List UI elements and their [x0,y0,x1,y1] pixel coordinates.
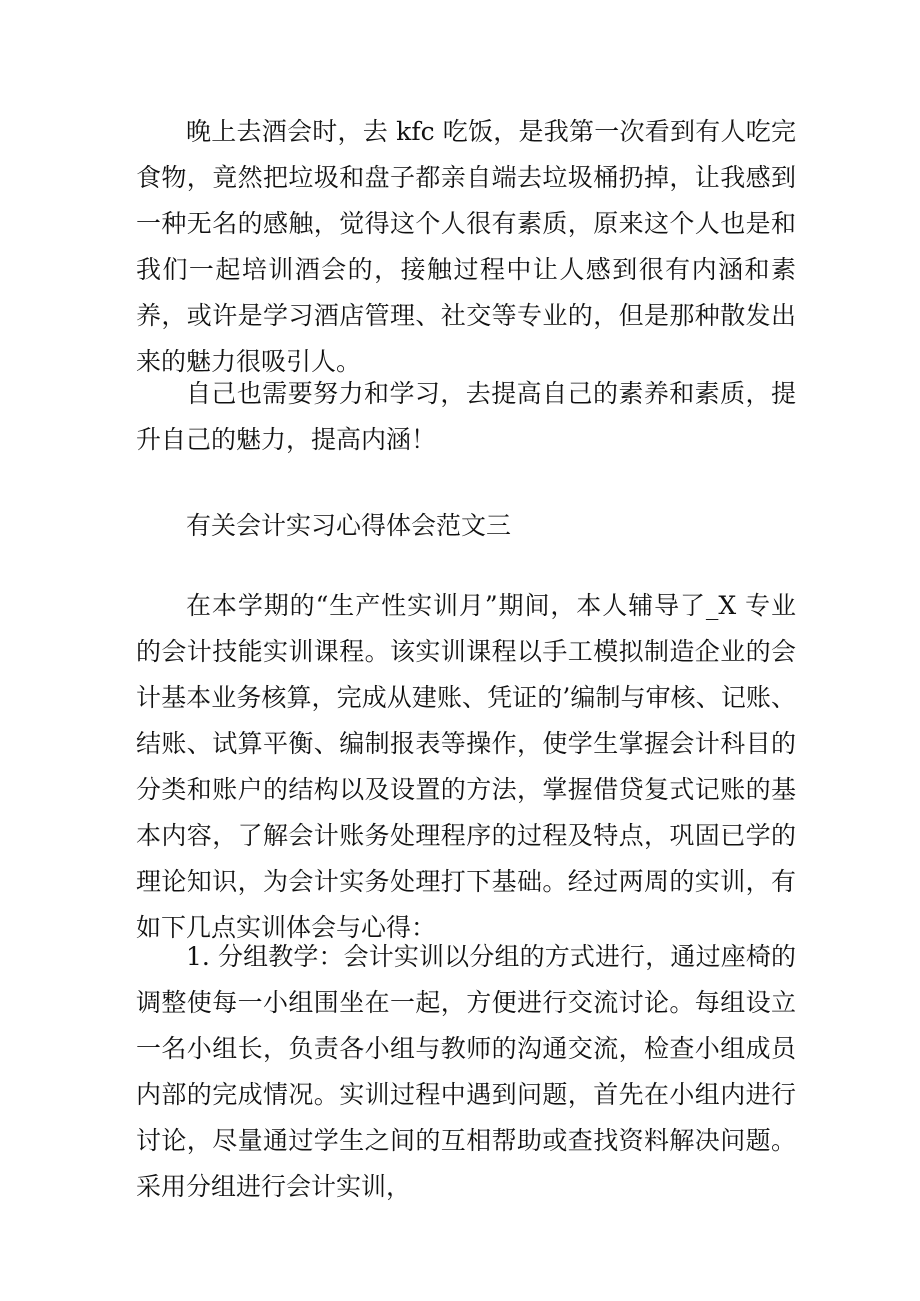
paragraph-self-improvement: 自己也需要努力和学习，去提高自己的素养和素质，提升自己的魅力，提高内涵！ [136,379,796,454]
paragraph-training-intro: 在本学期的“生产性实训月”期间，本人辅导了_X 专业的会计技能实训课程。该实训课程以手工模拟制造企业的会计基本业务核算，完成从建账、凭证的’编制与审核、记账、结账、试算平衡、编制报表等操作，使学生掌握会计科目的分类和账户的结构以及设置的方法，掌握借贷复式记账的基本内容，了解会计账务处理程序的过程及特点，巩固已学的理论知识，为会计实务处理打下基础。经过两周的实训，有如下几点实训体会与心得： [136,591,796,942]
paragraph-kfc-story: 晚上去酒会时，去 kfc 吃饭，是我第一次看到有人吃完食物，竟然把垃圾和盘子都亲自端去垃圾桶扔掉，让我感到一种无名的感触，觉得这个人很有素质，原来这个人也是和我们一起培训酒会的，接触过程中让人感到很有内涵和素养，或许是学习酒店管理、社交等专业的，但是那种散发出来的魅力很吸引人。 [136,117,796,376]
section-heading: 有关会计实习心得体会范文三 [186,511,512,540]
paragraph-group-teaching: 1. 分组教学：会计实训以分组的方式进行，通过座椅的调整使每一小组围坐在一起，方便进行交流讨论。每组设立一名小组长，负责各小组与教师的沟通交流，检查小组成员内部的完成情况。实训过程中遇到问题，首先在小组内进行讨论，尽量通过学生之间的互相帮助或查找资料解决问题。采用分组进行会计实训， [136,942,796,1201]
